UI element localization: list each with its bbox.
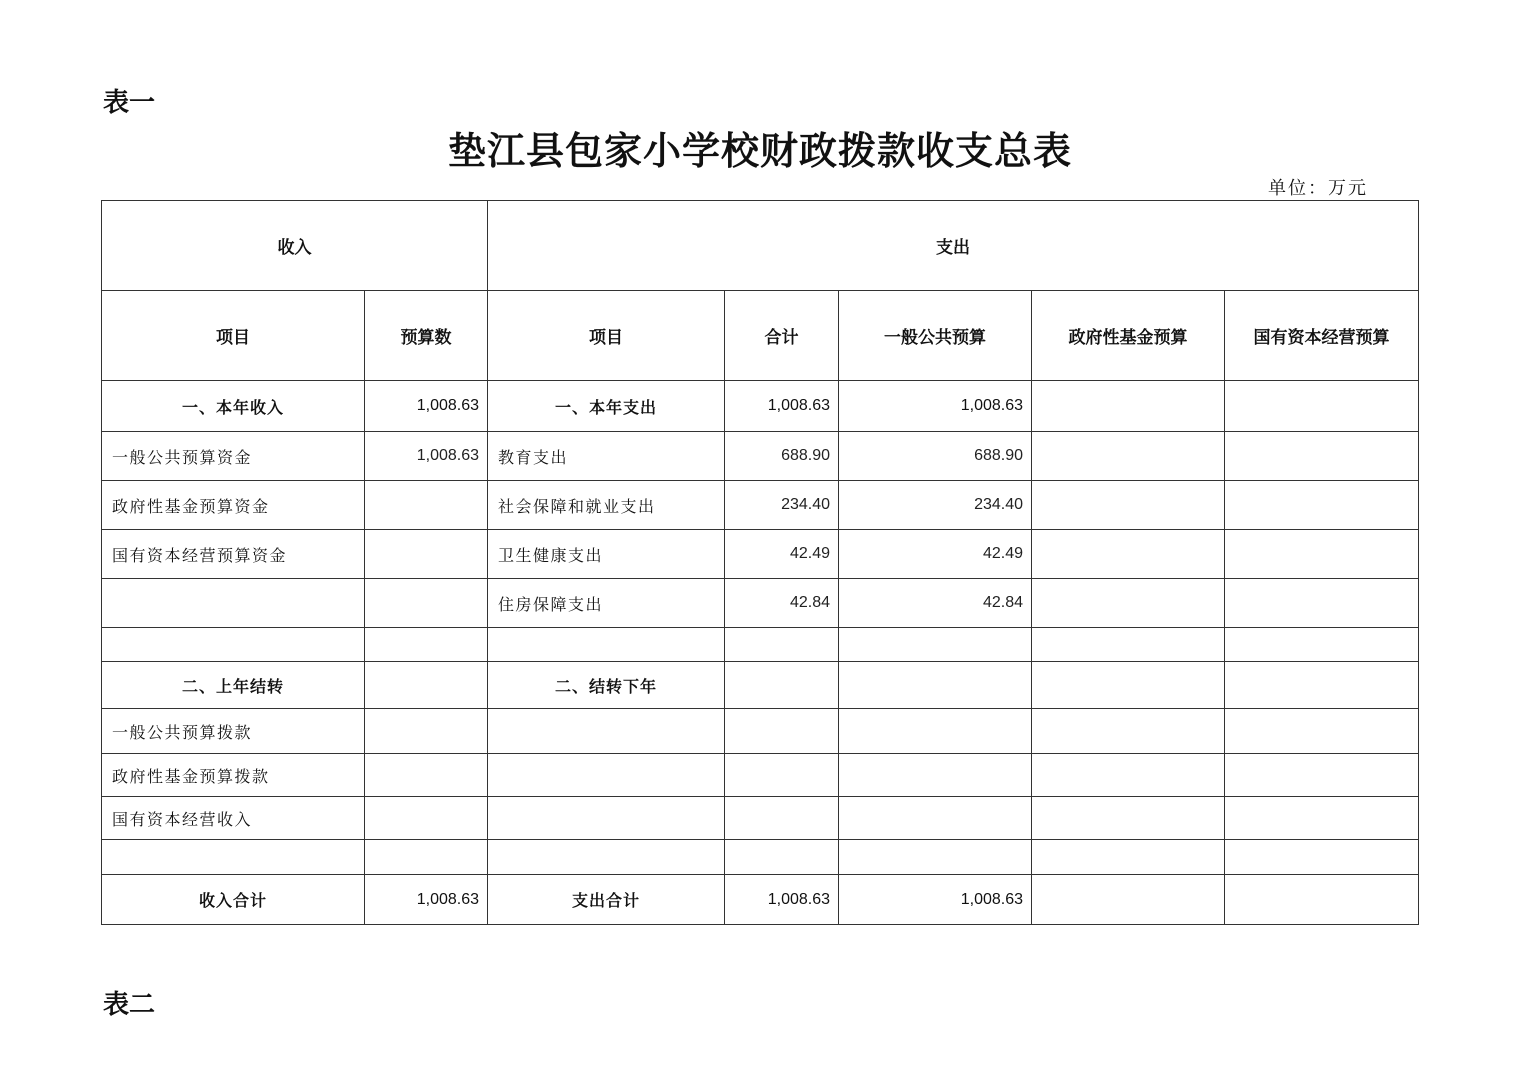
row-income-value [365, 481, 488, 530]
table-row [102, 579, 1419, 628]
row-general [839, 709, 1032, 754]
row-total [725, 662, 839, 709]
row-total: 688.90 [725, 432, 839, 481]
table-row-total [102, 875, 1419, 925]
row-gov-fund [1032, 381, 1225, 432]
row-expense-item [488, 709, 725, 754]
table-row [102, 628, 1419, 662]
row-income-item: 政府性基金预算资金 [102, 481, 365, 530]
row-gov-fund [1032, 709, 1225, 754]
row-general [839, 754, 1032, 797]
row-income-value [365, 709, 488, 754]
row-income-item: 二、上年结转 [102, 662, 365, 709]
row-general: 234.40 [839, 481, 1032, 530]
row-general [839, 628, 1032, 662]
row-income-item: 一般公共预算资金 [102, 432, 365, 481]
row-total [725, 709, 839, 754]
row-gov-fund [1032, 840, 1225, 875]
row-total: 1,008.63 [725, 875, 839, 925]
row-gov-fund [1032, 797, 1225, 840]
table-label-1: 表一 [103, 88, 156, 118]
row-total: 234.40 [725, 481, 839, 530]
row-gov-fund [1032, 579, 1225, 628]
row-income-value [365, 579, 488, 628]
row-state-capital [1225, 628, 1419, 662]
row-income-value [365, 840, 488, 875]
table-row [102, 381, 1419, 432]
row-general: 688.90 [839, 432, 1032, 481]
row-total [725, 797, 839, 840]
row-state-capital [1225, 381, 1419, 432]
row-income-value [365, 628, 488, 662]
col-general-budget: 一般公共预算 [839, 291, 1032, 381]
col-income-item: 项目 [102, 291, 365, 381]
row-gov-fund [1032, 875, 1225, 925]
row-income-item [102, 628, 365, 662]
row-gov-fund [1032, 662, 1225, 709]
table-label-2: 表二 [103, 990, 156, 1020]
row-expense-item [488, 797, 725, 840]
header-group-row [102, 201, 1419, 291]
row-general: 1,008.63 [839, 875, 1032, 925]
expense-header: 支出 [488, 201, 1419, 291]
row-expense-item: 支出合计 [488, 875, 725, 925]
table-row [102, 481, 1419, 530]
table-row [102, 840, 1419, 875]
col-gov-fund-budget: 政府性基金预算 [1032, 291, 1225, 381]
row-expense-item [488, 840, 725, 875]
row-general: 1,008.63 [839, 381, 1032, 432]
table-row [102, 662, 1419, 709]
col-state-capital-budget: 国有资本经营预算 [1225, 291, 1419, 381]
row-income-item: 政府性基金预算拨款 [102, 754, 365, 797]
row-total [725, 628, 839, 662]
row-state-capital [1225, 662, 1419, 709]
table-row [102, 754, 1419, 797]
row-income-value: 1,008.63 [365, 381, 488, 432]
row-income-value [365, 530, 488, 579]
row-expense-item: 一、本年支出 [488, 381, 725, 432]
row-income-item: 一、本年收入 [102, 381, 365, 432]
row-expense-item: 卫生健康支出 [488, 530, 725, 579]
row-state-capital [1225, 432, 1419, 481]
row-general [839, 797, 1032, 840]
row-gov-fund [1032, 754, 1225, 797]
row-total [725, 840, 839, 875]
row-state-capital [1225, 709, 1419, 754]
table-row [102, 709, 1419, 754]
unit-label: 单位：万元 [1268, 178, 1368, 199]
row-total [725, 754, 839, 797]
row-income-value [365, 754, 488, 797]
row-state-capital [1225, 840, 1419, 875]
row-state-capital [1225, 754, 1419, 797]
row-state-capital [1225, 579, 1419, 628]
row-general: 42.84 [839, 579, 1032, 628]
row-income-item: 收入合计 [102, 875, 365, 925]
row-income-item: 国有资本经营收入 [102, 797, 365, 840]
row-state-capital [1225, 481, 1419, 530]
row-gov-fund [1032, 481, 1225, 530]
row-expense-item: 社会保障和就业支出 [488, 481, 725, 530]
table-row [102, 530, 1419, 579]
table-row [102, 432, 1419, 481]
row-income-item [102, 579, 365, 628]
row-total: 42.49 [725, 530, 839, 579]
row-state-capital [1225, 530, 1419, 579]
row-expense-item: 二、结转下年 [488, 662, 725, 709]
col-total: 合计 [725, 291, 839, 381]
col-expense-item: 项目 [488, 291, 725, 381]
row-income-value: 1,008.63 [365, 875, 488, 925]
header-column-row [102, 291, 1419, 381]
row-expense-item: 教育支出 [488, 432, 725, 481]
row-income-value: 1,008.63 [365, 432, 488, 481]
row-general: 42.49 [839, 530, 1032, 579]
row-income-item: 国有资本经营预算资金 [102, 530, 365, 579]
col-income-budget: 预算数 [365, 291, 488, 381]
row-expense-item: 住房保障支出 [488, 579, 725, 628]
row-general [839, 662, 1032, 709]
row-income-item [102, 840, 365, 875]
row-expense-item [488, 628, 725, 662]
row-total: 42.84 [725, 579, 839, 628]
row-income-item: 一般公共预算拨款 [102, 709, 365, 754]
row-total: 1,008.63 [725, 381, 839, 432]
row-state-capital [1225, 875, 1419, 925]
row-income-value [365, 662, 488, 709]
row-general [839, 840, 1032, 875]
row-gov-fund [1032, 432, 1225, 481]
row-gov-fund [1032, 628, 1225, 662]
row-income-value [365, 797, 488, 840]
table-row [102, 797, 1419, 840]
finance-summary-table [101, 200, 1419, 925]
row-state-capital [1225, 797, 1419, 840]
row-expense-item [488, 754, 725, 797]
page-title: 垫江县包家小学校财政拨款收支总表 [447, 128, 1072, 173]
income-header: 收入 [102, 201, 488, 291]
row-gov-fund [1032, 530, 1225, 579]
